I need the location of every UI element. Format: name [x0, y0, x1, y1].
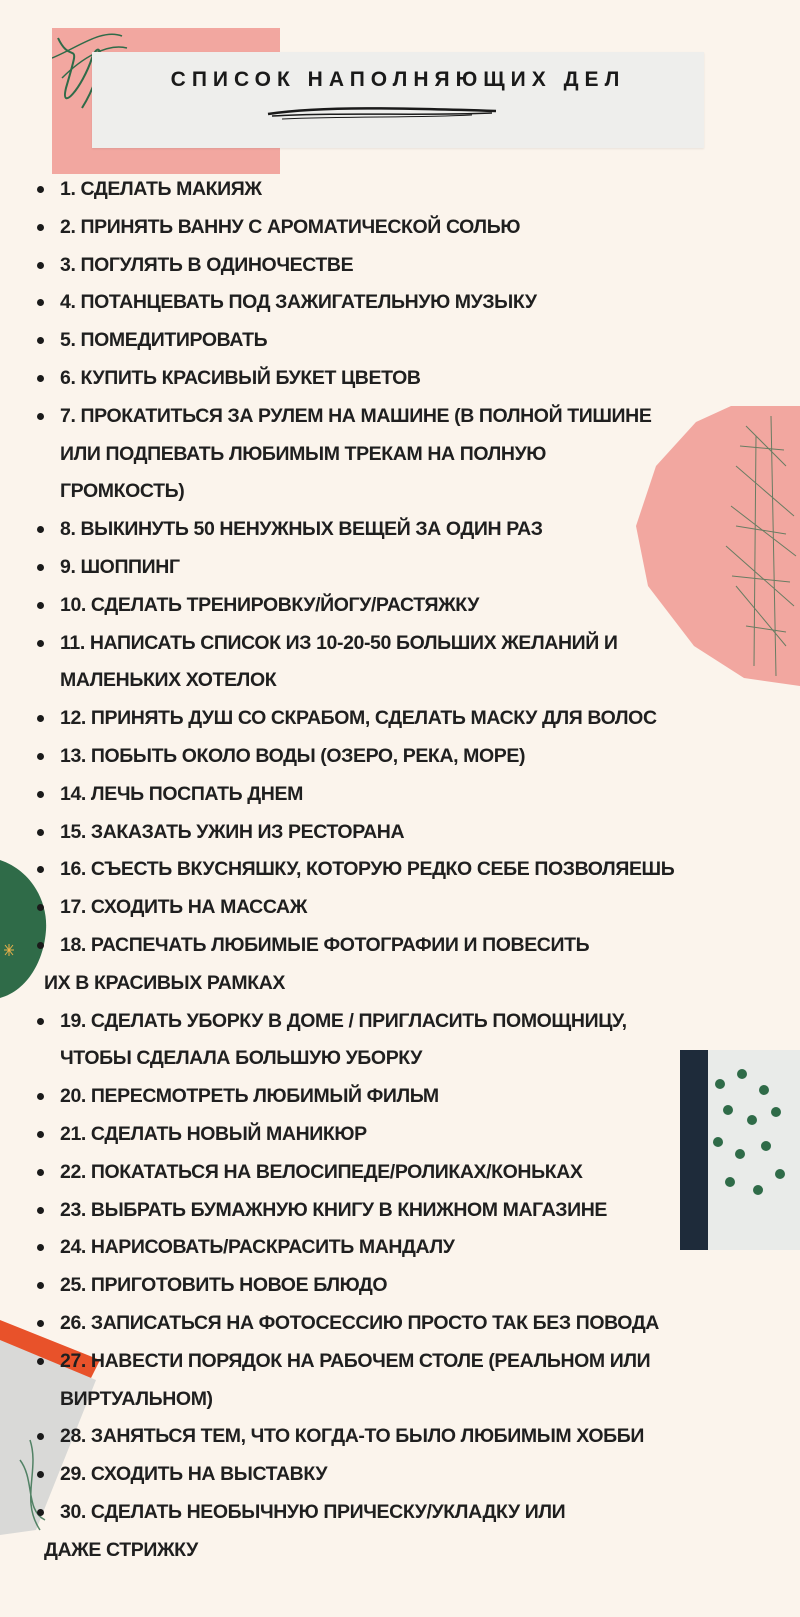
list-item-text: ВИРТУАЛЬНОМ) [60, 1387, 213, 1410]
list-item-text: 3. ПОГУЛЯТЬ В ОДИНОЧЕСТВЕ [60, 253, 354, 276]
list-item-text: 30. СДЕЛАТЬ НЕОБЫЧНУЮ ПРИЧЕСКУ/УКЛАДКУ ИЛИ [60, 1500, 566, 1523]
list-item-text: 17. СХОДИТЬ НА МАССАЖ [60, 896, 307, 919]
list-item-text: 20. ПЕРЕСМОТРЕТЬ ЛЮБИМЫЙ ФИЛЬМ [60, 1085, 439, 1108]
list-item [0, 284, 800, 322]
list-item [0, 171, 800, 209]
list-item [0, 700, 800, 738]
list-item [0, 360, 800, 398]
list-item [0, 776, 800, 814]
list-item-text: 29. СХОДИТЬ НА ВЫСТАВКУ [60, 1463, 328, 1486]
list-item [0, 1267, 800, 1305]
list-item-text: ДАЖЕ СТРИЖКУ [44, 1538, 198, 1561]
list-item-text: 7. ПРОКАТИТЬСЯ ЗА РУЛЕМ НА МАШИНЕ (В ПОЛНОЙ ТИШИНЕ [60, 404, 652, 427]
list-item-text: 8. ВЫКИНУТЬ 50 НЕНУЖНЫХ ВЕЩЕЙ ЗА ОДИН РАЗ [60, 518, 543, 541]
list-item [0, 209, 800, 247]
list-item [0, 1154, 800, 1192]
list-item [0, 247, 800, 285]
list-item-text: 25. ПРИГОТОВИТЬ НОВОЕ БЛЮДО [60, 1274, 388, 1297]
list-item [0, 814, 800, 852]
list-item-text: МАЛЕНЬКИХ ХОТЕЛОК [60, 669, 277, 692]
list-item-text: 22. ПОКАТАТЬСЯ НА ВЕЛОСИПЕДЕ/РОЛИКАХ/КОНЬКАХ [60, 1160, 583, 1183]
list-item-text: 16. СЪЕСТЬ ВКУСНЯШКУ, КОТОРУЮ РЕДКО СЕБЕ ПОЗВОЛЯЕШЬ [60, 858, 675, 881]
list-item-text: 9. ШОППИНГ [60, 555, 180, 578]
list-item [0, 549, 800, 587]
list-item [0, 587, 800, 625]
list-item [0, 738, 800, 776]
list-item-text: 15. ЗАКАЗАТЬ УЖИН ИЗ РЕСТОРАНА [60, 820, 405, 843]
list-item-text: 1. СДЕЛАТЬ МАКИЯЖ [60, 178, 262, 200]
list-item [0, 1305, 800, 1343]
list-item [0, 625, 800, 701]
todo-list [0, 171, 800, 1569]
list-item [0, 1192, 800, 1230]
list-item [0, 511, 800, 549]
list-item-text: 26. ЗАПИСАТЬСЯ НА ФОТОСЕССИЮ ПРОСТО ТАК БЕЗ ПОВОДА [60, 1311, 659, 1334]
list-item [0, 1456, 800, 1494]
list-item [0, 398, 800, 511]
list-item-text: 24. НАРИСОВАТЬ/РАСКРАСИТЬ МАНДАЛУ [60, 1236, 455, 1259]
list-item-text: 28. ЗАНЯТЬСЯ ТЕМ, ЧТО КОГДА-ТО БЫЛО ЛЮБИМЫМ ХОББИ [60, 1425, 645, 1448]
list-item-text: 5. ПОМЕДИТИРОВАТЬ [60, 329, 268, 352]
list-item [0, 851, 800, 889]
list-item-text: ГРОМКОСТЬ) [60, 480, 185, 503]
list-item-text: 13. ПОБЫТЬ ОКОЛО ВОДЫ (ОЗЕРО, РЕКА, МОРЕ) [60, 744, 526, 767]
list-item-text: ИЛИ ПОДПЕВАТЬ ЛЮБИМЫМ ТРЕКАМ НА ПОЛНУЮ [60, 442, 547, 465]
list-item-text: 18. РАСПЕЧАТЬ ЛЮБИМЫЕ ФОТОГРАФИИ И ПОВЕСИТЬ [60, 933, 590, 956]
list-item-text: ИХ В КРАСИВЫХ РАМКАХ [44, 971, 286, 994]
page-title: СПИСОК НАПОЛНЯЮЩИХ ДЕЛ [170, 68, 626, 91]
list-item-text: 4. ПОТАНЦЕВАТЬ ПОД ЗАЖИГАТЕЛЬНУЮ МУЗЫКУ [60, 291, 537, 314]
list-item [0, 1078, 800, 1116]
title-underline [262, 102, 502, 124]
list-item [0, 1229, 800, 1267]
list-item-text: 21. СДЕЛАТЬ НОВЫЙ МАНИКЮР [60, 1122, 367, 1145]
list-item-text: 19. СДЕЛАТЬ УБОРКУ В ДОМЕ / ПРИГЛАСИТЬ ПОМОЩНИЦУ, [60, 1009, 627, 1032]
title-banner [92, 52, 704, 148]
list-item-text: 2. ПРИНЯТЬ ВАННУ С АРОМАТИЧЕСКОЙ СОЛЬЮ [60, 215, 521, 238]
list-item [0, 322, 800, 360]
list-item [0, 889, 800, 927]
list-item-text: 27. НАВЕСТИ ПОРЯДОК НА РАБОЧЕМ СТОЛЕ (РЕАЛЬНОМ ИЛИ [60, 1349, 651, 1372]
list-item [0, 1116, 800, 1154]
list-item [0, 1003, 800, 1079]
list-item-text: 23. ВЫБРАТЬ БУМАЖНУЮ КНИГУ В КНИЖНОМ МАГАЗИНЕ [60, 1198, 608, 1221]
list-item [0, 1494, 800, 1570]
list-item-text: ЧТОБЫ СДЕЛАЛА БОЛЬШУЮ УБОРКУ [60, 1047, 423, 1070]
list-item [0, 1343, 800, 1419]
list-item-text: 12. ПРИНЯТЬ ДУШ СО СКРАБОМ, СДЕЛАТЬ МАСКУ ДЛЯ ВОЛОС [60, 707, 657, 730]
list-item [0, 1418, 800, 1456]
list-item-text: 14. ЛЕЧЬ ПОСПАТЬ ДНЕМ [60, 782, 303, 805]
list-item-text: 6. КУПИТЬ КРАСИВЫЙ БУКЕТ ЦВЕТОВ [60, 366, 421, 389]
list-item-text: 10. СДЕЛАТЬ ТРЕНИРОВКУ/ЙОГУ/РАСТЯЖКУ [60, 593, 480, 616]
list-item-text: 11. НАПИСАТЬ СПИСОК ИЗ 10-20-50 БОЛЬШИХ ЖЕЛАНИЙ И [60, 631, 618, 654]
list-item [0, 927, 800, 1003]
